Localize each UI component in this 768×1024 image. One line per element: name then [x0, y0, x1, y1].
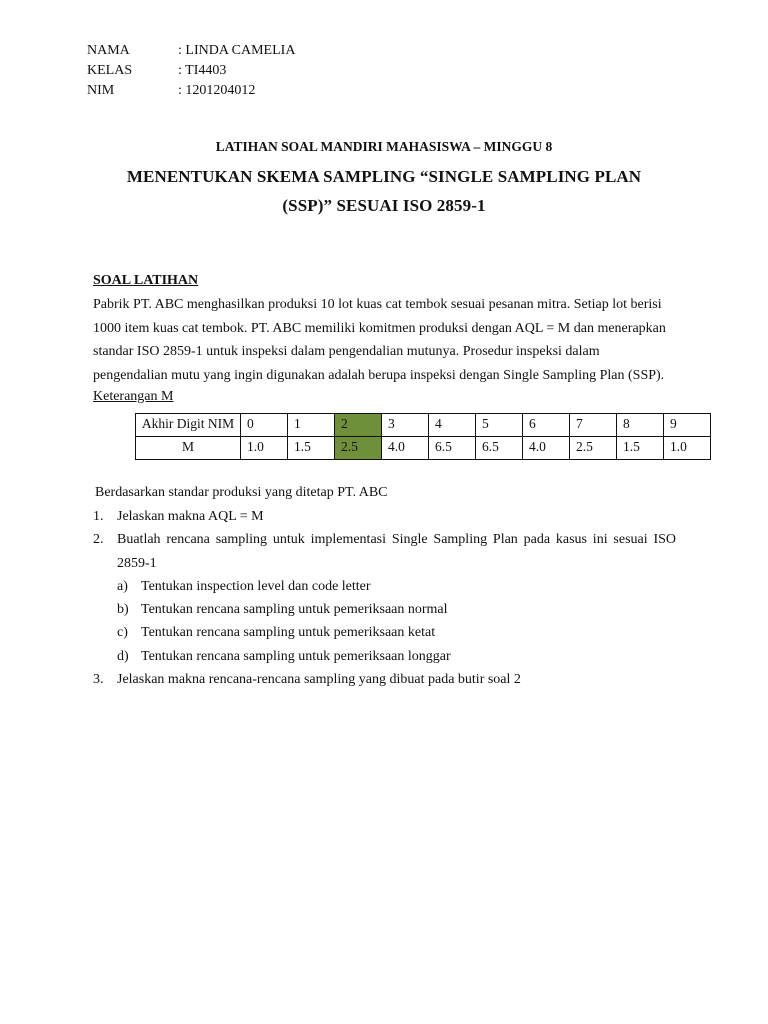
question-text: Buatlah rencana sampling untuk implementasi Single Sampling Plan pada kasus ini sesuai ISO [117, 532, 676, 548]
digit-cell: 1 [288, 414, 335, 437]
title-line-1: MENENTUKAN SKEMA SAMPLING “SINGLE SAMPLING PLAN [126, 167, 642, 186]
value-cell: 6.5 [429, 437, 476, 460]
digit-cell: 5 [476, 414, 523, 437]
sub-question-b [93, 598, 676, 621]
identity-row-nama [87, 41, 295, 61]
question-1 [93, 505, 676, 528]
section-heading: SOAL LATIHAN [93, 273, 199, 288]
document-subtitle: LATIHAN SOAL MANDIRI MAHASISWA – MINGGU 8 [215, 139, 553, 154]
sub-question-letter: a) [117, 578, 128, 594]
identity-row-nim [87, 81, 295, 101]
digit-cell-highlighted: 2 [335, 414, 382, 437]
digit-cell: 4 [429, 414, 476, 437]
identity-row-kelas [87, 61, 295, 81]
question-number: 2. [93, 532, 104, 548]
table-header-label: Akhir Digit NIM [136, 414, 241, 437]
problem-paragraph [93, 293, 676, 387]
value-cell: 4.0 [523, 437, 570, 460]
identity-key: KELAS [87, 63, 133, 78]
question-2 [93, 528, 676, 551]
digit-cell: 9 [664, 414, 711, 437]
question-text: Jelaskan makna rencana-rencana sampling yang dibuat pada butir soal 2 [117, 672, 521, 688]
question-list [93, 505, 676, 691]
paragraph-line: 1000 item kuas cat tembok. PT. ABC memiliki komitmen produksi dengan AQL = M dan menerapkan [93, 320, 666, 336]
value-cell-highlighted: 2.5 [335, 437, 382, 460]
sub-question-c [93, 621, 676, 644]
value-cell: 4.0 [382, 437, 429, 460]
sub-question-text: Tentukan inspection level dan code letter [141, 578, 371, 594]
question-text: Jelaskan makna AQL = M [117, 509, 264, 524]
table-header-row [136, 414, 711, 437]
sub-question-d [93, 645, 676, 668]
value-cell: 1.5 [617, 437, 664, 460]
paragraph-line: Pabrik PT. ABC menghasilkan produksi 10 lot kuas cat tembok sesuai pesanan mitra. Setiap lot berisi [93, 297, 662, 312]
sub-question-letter: c) [117, 625, 128, 641]
identity-block [87, 41, 295, 101]
sub-question-a [93, 575, 676, 598]
title-line-2: (SSP)” SESUAI ISO 2859-1 [282, 196, 486, 215]
table-row-label: M [136, 437, 241, 460]
question-2-continuation: 2859-1 [117, 555, 157, 571]
question-number: 3. [93, 672, 104, 688]
question-number: 1. [93, 509, 104, 524]
identity-value: : TI4403 [178, 63, 227, 78]
identity-value: : LINDA CAMELIA [178, 43, 296, 58]
sub-question-text: Tentukan rencana sampling untuk pemeriksaan longgar [141, 648, 451, 664]
sub-question-letter: d) [117, 648, 129, 664]
value-cell: 1.0 [241, 437, 288, 460]
digit-cell: 0 [241, 414, 288, 437]
document-title [0, 162, 768, 220]
m-value-table [135, 413, 711, 460]
identity-key: NIM [87, 83, 115, 98]
identity-key: NAMA [87, 43, 130, 58]
value-cell: 1.0 [664, 437, 711, 460]
value-cell: 2.5 [570, 437, 617, 460]
identity-value: : 1201204012 [178, 83, 256, 98]
digit-cell: 7 [570, 414, 617, 437]
sub-question-letter: b) [117, 602, 129, 618]
table-value-row [136, 437, 711, 460]
questions-intro: Berdasarkan standar produksi yang ditetap PT. ABC [95, 485, 388, 500]
paragraph-line: pengendalian mutu yang ingin digunakan adalah berupa inspeksi dengan Single Sampling Plan (SSP). [93, 367, 665, 383]
digit-cell: 3 [382, 414, 429, 437]
value-cell: 1.5 [288, 437, 335, 460]
digit-cell: 6 [523, 414, 570, 437]
sub-question-text: Tentukan rencana sampling untuk pemeriksaan ketat [141, 625, 436, 641]
digit-cell: 8 [617, 414, 664, 437]
value-cell: 6.5 [476, 437, 523, 460]
keterangan-label: Keterangan M [93, 389, 174, 404]
sub-question-text: Tentukan rencana sampling untuk pemeriksaan normal [141, 602, 448, 618]
question-3 [93, 668, 676, 691]
paragraph-line: standar ISO 2859-1 untuk inspeksi dalam pengendalian mutunya. Prosedur inspeksi dalam [93, 344, 600, 359]
